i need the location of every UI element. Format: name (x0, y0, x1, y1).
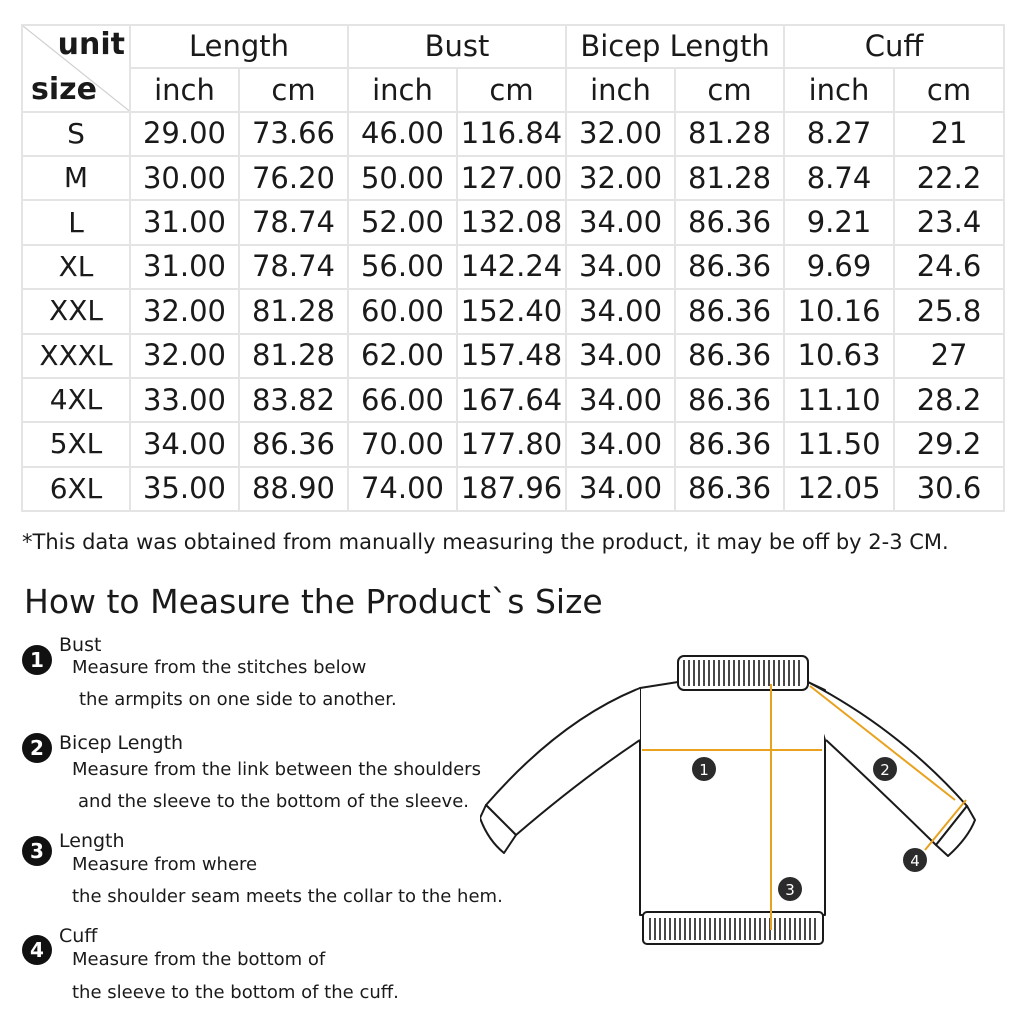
measurement-cell: 9.69 (784, 245, 894, 289)
measurement-cell: 10.16 (784, 289, 894, 333)
table-row (22, 156, 1004, 200)
step-description: Measure from the stitches below (72, 657, 367, 678)
size-label-cell: S (22, 112, 130, 156)
measurement-cell: 31.00 (130, 245, 239, 289)
step-description: Measure from where (72, 854, 258, 875)
measurement-cell: 142.24 (457, 245, 566, 289)
measurement-cell: 127.00 (457, 156, 566, 200)
measurement-cell: 86.36 (239, 422, 348, 466)
measurement-cell: 116.84 (457, 112, 566, 156)
measurement-cell: 132.08 (457, 200, 566, 244)
measurement-cell: 29.00 (130, 112, 239, 156)
measurement-cell: 81.28 (675, 156, 784, 200)
measurement-cell: 32.00 (566, 156, 675, 200)
measurement-cell: 9.21 (784, 200, 894, 244)
step-description: Measure from the bottom of (72, 949, 326, 970)
measurement-cell: 74.00 (348, 467, 457, 511)
measurement-cell: 76.20 (239, 156, 348, 200)
measurement-cell: 50.00 (348, 156, 457, 200)
table-row (22, 289, 1004, 333)
step-title-bust: Bust (59, 634, 102, 656)
measurement-cell: 34.00 (566, 245, 675, 289)
measurement-cell: 34.00 (130, 422, 239, 466)
measurement-cell: 86.36 (675, 200, 784, 244)
measurement-disclaimer: *This data was obtained from manually measuring the product, it may be off by 2-3 CM. (22, 530, 949, 554)
measurement-cell: 33.00 (130, 378, 239, 422)
size-label-cell: XXL (22, 289, 130, 333)
measurement-cell: 11.10 (784, 378, 894, 422)
measurement-cell: 34.00 (566, 467, 675, 511)
sweater-left-sleeve (486, 688, 640, 835)
unit-cm: cm (239, 68, 348, 111)
measurement-cell: 86.36 (675, 334, 784, 378)
measurement-cell: 56.00 (348, 245, 457, 289)
measurement-cell: 30.6 (894, 467, 1004, 511)
measurement-cell: 29.2 (894, 422, 1004, 466)
step-number-badge: 3 (22, 836, 52, 866)
header-bust: Bust (348, 25, 566, 68)
measurement-cell: 32.00 (130, 289, 239, 333)
measurement-cell: 34.00 (566, 334, 675, 378)
measurement-cell: 32.00 (566, 112, 675, 156)
measurement-cell: 8.74 (784, 156, 894, 200)
measurement-cell: 22.2 (894, 156, 1004, 200)
measurement-cell: 177.80 (457, 422, 566, 466)
header-cuff: Cuff (784, 25, 1004, 68)
measurement-cell: 31.00 (130, 200, 239, 244)
measurement-cell: 27 (894, 334, 1004, 378)
measurement-cell: 62.00 (348, 334, 457, 378)
measurement-cell: 34.00 (566, 289, 675, 333)
unit-cm: cm (457, 68, 566, 111)
measurement-cell: 23.4 (894, 200, 1004, 244)
measurement-cell: 12.05 (784, 467, 894, 511)
step-title-bicep-length: Bicep Length (59, 732, 184, 754)
measurement-cell: 81.28 (239, 334, 348, 378)
measurement-cell: 34.00 (566, 200, 675, 244)
measurement-cell: 34.00 (566, 422, 675, 466)
measurement-cell: 152.40 (457, 289, 566, 333)
measurement-cell: 70.00 (348, 422, 457, 466)
measurement-cell: 86.36 (675, 378, 784, 422)
measurement-cell: 83.82 (239, 378, 348, 422)
measurement-cell: 73.66 (239, 112, 348, 156)
corner-unit-label: unit (57, 27, 125, 62)
step-description: the shoulder seam meets the collar to the hem. (72, 886, 503, 907)
measurement-cell: 34.00 (566, 378, 675, 422)
measure-guide-title: How to Measure the Product`s Size (24, 582, 603, 621)
unit-inch: inch (784, 68, 894, 111)
measurement-cell: 32.00 (130, 334, 239, 378)
size-label-cell: 4XL (22, 378, 130, 422)
measurement-cell: 30.00 (130, 156, 239, 200)
marker-1: 1 (699, 761, 709, 779)
table-row (22, 334, 1004, 378)
measurement-cell: 81.28 (675, 112, 784, 156)
measurement-cell: 11.50 (784, 422, 894, 466)
measurement-cell: 86.36 (675, 422, 784, 466)
step-description: the sleeve to the bottom of the cuff. (72, 982, 399, 1003)
corner-size-label: size (31, 71, 97, 107)
measurement-cell: 25.8 (894, 289, 1004, 333)
measurement-cell: 86.36 (675, 245, 784, 289)
unit-inch: inch (130, 68, 239, 111)
measurement-cell: 78.74 (239, 200, 348, 244)
table-row (22, 245, 1004, 289)
step-number-badge: 2 (22, 733, 52, 763)
size-label-cell: M (22, 156, 130, 200)
size-label-cell: L (22, 200, 130, 244)
unit-inch: inch (566, 68, 675, 111)
header-bicep-length: Bicep Length (566, 25, 784, 68)
step-number-badge: 4 (22, 935, 52, 965)
measurement-cell: 86.36 (675, 467, 784, 511)
unit-cm: cm (675, 68, 784, 111)
measurement-cell: 8.27 (784, 112, 894, 156)
measurement-cell: 86.36 (675, 289, 784, 333)
measurement-cell: 10.63 (784, 334, 894, 378)
measurement-cell: 78.74 (239, 245, 348, 289)
measurement-cell: 167.64 (457, 378, 566, 422)
table-row (22, 200, 1004, 244)
step-description: Measure from the link between the shoulders (72, 759, 481, 780)
sweater-diagram (480, 648, 980, 958)
size-label-cell: 5XL (22, 422, 130, 466)
table-corner-header (22, 25, 130, 112)
step-title-length: Length (59, 830, 125, 852)
measurement-cell: 60.00 (348, 289, 457, 333)
step-description: and the sleeve to the bottom of the sleeve. (78, 791, 470, 812)
measurement-cell: 21 (894, 112, 1004, 156)
step-title-cuff: Cuff (59, 925, 98, 947)
measurement-cell: 66.00 (348, 378, 457, 422)
marker-4: 4 (910, 852, 920, 870)
step-number-badge: 1 (22, 645, 52, 675)
measurement-cell: 52.00 (348, 200, 457, 244)
header-length: Length (130, 25, 348, 68)
table-row (22, 422, 1004, 466)
measurement-cell: 157.48 (457, 334, 566, 378)
measurement-cell: 81.28 (239, 289, 348, 333)
step-description: the armpits on one side to another. (79, 689, 397, 710)
marker-2: 2 (880, 761, 890, 779)
measurement-cell: 28.2 (894, 378, 1004, 422)
table-row (22, 467, 1004, 511)
unit-inch: inch (348, 68, 457, 111)
table-row (22, 112, 1004, 156)
measurement-cell: 46.00 (348, 112, 457, 156)
measurement-cell: 187.96 (457, 467, 566, 511)
size-label-cell: 6XL (22, 467, 130, 511)
size-chart-table (21, 24, 1005, 512)
measurement-cell: 24.6 (894, 245, 1004, 289)
measurement-cell: 35.00 (130, 467, 239, 511)
measurement-cell: 88.90 (239, 467, 348, 511)
marker-3: 3 (785, 881, 795, 899)
unit-cm: cm (894, 68, 1004, 111)
size-table-body (22, 112, 1004, 511)
size-label-cell: XXXL (22, 334, 130, 378)
table-row (22, 378, 1004, 422)
size-label-cell: XL (22, 245, 130, 289)
